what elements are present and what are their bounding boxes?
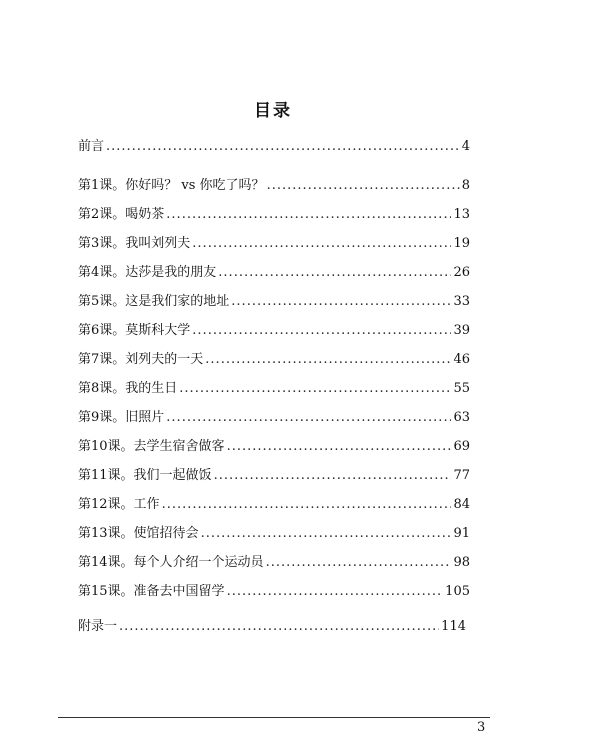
lesson-page: 77 <box>453 468 470 483</box>
lesson-number: 第5课。 <box>78 294 126 309</box>
lesson-title: 喝奶茶 <box>125 207 165 222</box>
lesson-title: 莫斯科大学 <box>125 323 191 338</box>
lesson-title: 我的生日 <box>125 381 178 396</box>
lesson-title: 我叫刘列夫 <box>125 236 191 251</box>
toc-entry-appendix[interactable] <box>78 618 466 636</box>
lesson-title: 使馆招待会 <box>133 526 199 541</box>
dot-leader <box>227 438 452 456</box>
lesson-page: 13 <box>453 207 470 222</box>
dot-leader <box>192 235 451 253</box>
toc-entry-page: 4 <box>461 139 470 154</box>
lesson-page: 33 <box>453 294 470 309</box>
lesson-number: 第6课。 <box>78 323 126 338</box>
lesson-number: 第2课。 <box>78 207 126 222</box>
toc-entry-lesson-11[interactable] <box>78 467 470 485</box>
lesson-number: 第3课。 <box>78 236 126 251</box>
lesson-number: 第11课。 <box>78 468 134 483</box>
lesson-number: 第9课。 <box>78 410 126 425</box>
lesson-number: 第10课。 <box>78 439 134 454</box>
lesson-title: 刘列夫的一天 <box>125 352 204 367</box>
toc-entry-lesson-10[interactable] <box>78 438 470 456</box>
lesson-page: 105 <box>445 584 470 599</box>
lesson-page: 46 <box>453 352 470 367</box>
lesson-number: 第1课。 <box>78 178 126 193</box>
toc-entry-preface[interactable] <box>78 138 470 156</box>
lesson-title: 准备去中国留学 <box>133 584 225 599</box>
dot-leader <box>231 293 451 311</box>
dot-leader <box>162 496 452 514</box>
dot-leader <box>201 525 452 543</box>
footer-rule <box>58 717 490 718</box>
dot-leader <box>106 138 460 156</box>
dot-leader <box>267 177 460 195</box>
lesson-page: 19 <box>453 236 470 251</box>
lesson-title: 达莎是我的朋友 <box>125 265 217 280</box>
lesson-number: 第12课。 <box>78 497 134 512</box>
toc-entry-page: 114 <box>441 619 466 634</box>
lesson-title: 旧照片 <box>125 410 165 425</box>
lesson-page: 84 <box>453 497 470 512</box>
toc-entry-lesson-9[interactable] <box>78 409 470 427</box>
dot-leader <box>214 467 452 485</box>
toc-entry-title: 附录一 <box>78 619 118 634</box>
toc-entry-lesson-8[interactable] <box>78 380 470 398</box>
lesson-title: 去学生宿舍做客 <box>133 439 225 454</box>
lesson-page: 69 <box>453 439 470 454</box>
lesson-number: 第15课。 <box>78 584 134 599</box>
dot-leader <box>266 554 452 572</box>
dot-leader <box>166 206 451 224</box>
toc-entry-lesson-2[interactable] <box>78 206 470 224</box>
lesson-page: 63 <box>453 410 470 425</box>
lesson-title: 每个人介绍一个运动员 <box>133 555 264 570</box>
toc-entry-lesson-7[interactable] <box>78 351 470 369</box>
dot-leader <box>205 351 451 369</box>
toc-entry-title: 前言 <box>78 139 105 154</box>
lesson-title: 我们一起做饭 <box>133 468 212 483</box>
toc-entry-lesson-14[interactable] <box>78 554 470 572</box>
dot-leader <box>227 583 444 601</box>
lesson-number: 第7课。 <box>78 352 126 367</box>
toc-entry-lesson-5[interactable] <box>78 293 470 311</box>
toc-entry-lesson-3[interactable] <box>78 235 470 253</box>
dot-leader <box>218 264 451 282</box>
page-number: 3 <box>477 720 486 735</box>
lesson-page: 98 <box>453 555 470 570</box>
dot-leader <box>166 409 451 427</box>
lesson-title: 这是我们家的地址 <box>125 294 230 309</box>
lesson-title: 你好吗？ vs 你吃了吗？ <box>125 178 265 193</box>
lesson-page: 8 <box>461 178 470 193</box>
lesson-number: 第13课。 <box>78 526 134 541</box>
lesson-page: 55 <box>453 381 470 396</box>
lesson-number: 第4课。 <box>78 265 126 280</box>
toc-entry-lesson-4[interactable] <box>78 264 470 282</box>
toc-entry-lesson-15[interactable] <box>78 583 470 601</box>
dot-leader <box>179 380 451 398</box>
dot-leader <box>119 618 439 636</box>
toc-entry-lesson-13[interactable] <box>78 525 470 543</box>
toc-entry-lesson-1[interactable] <box>78 177 470 195</box>
lesson-title: 工作 <box>133 497 160 512</box>
toc-entry-lesson-12[interactable] <box>78 496 470 514</box>
toc-entry-lesson-6[interactable] <box>78 322 470 340</box>
lesson-page: 26 <box>453 265 470 280</box>
dot-leader <box>192 322 451 340</box>
page-title: 目录 <box>254 101 292 121</box>
lesson-page: 39 <box>453 323 470 338</box>
lesson-number: 第8课。 <box>78 381 126 396</box>
lesson-page: 91 <box>453 526 470 541</box>
lesson-number: 第14课。 <box>78 555 134 570</box>
